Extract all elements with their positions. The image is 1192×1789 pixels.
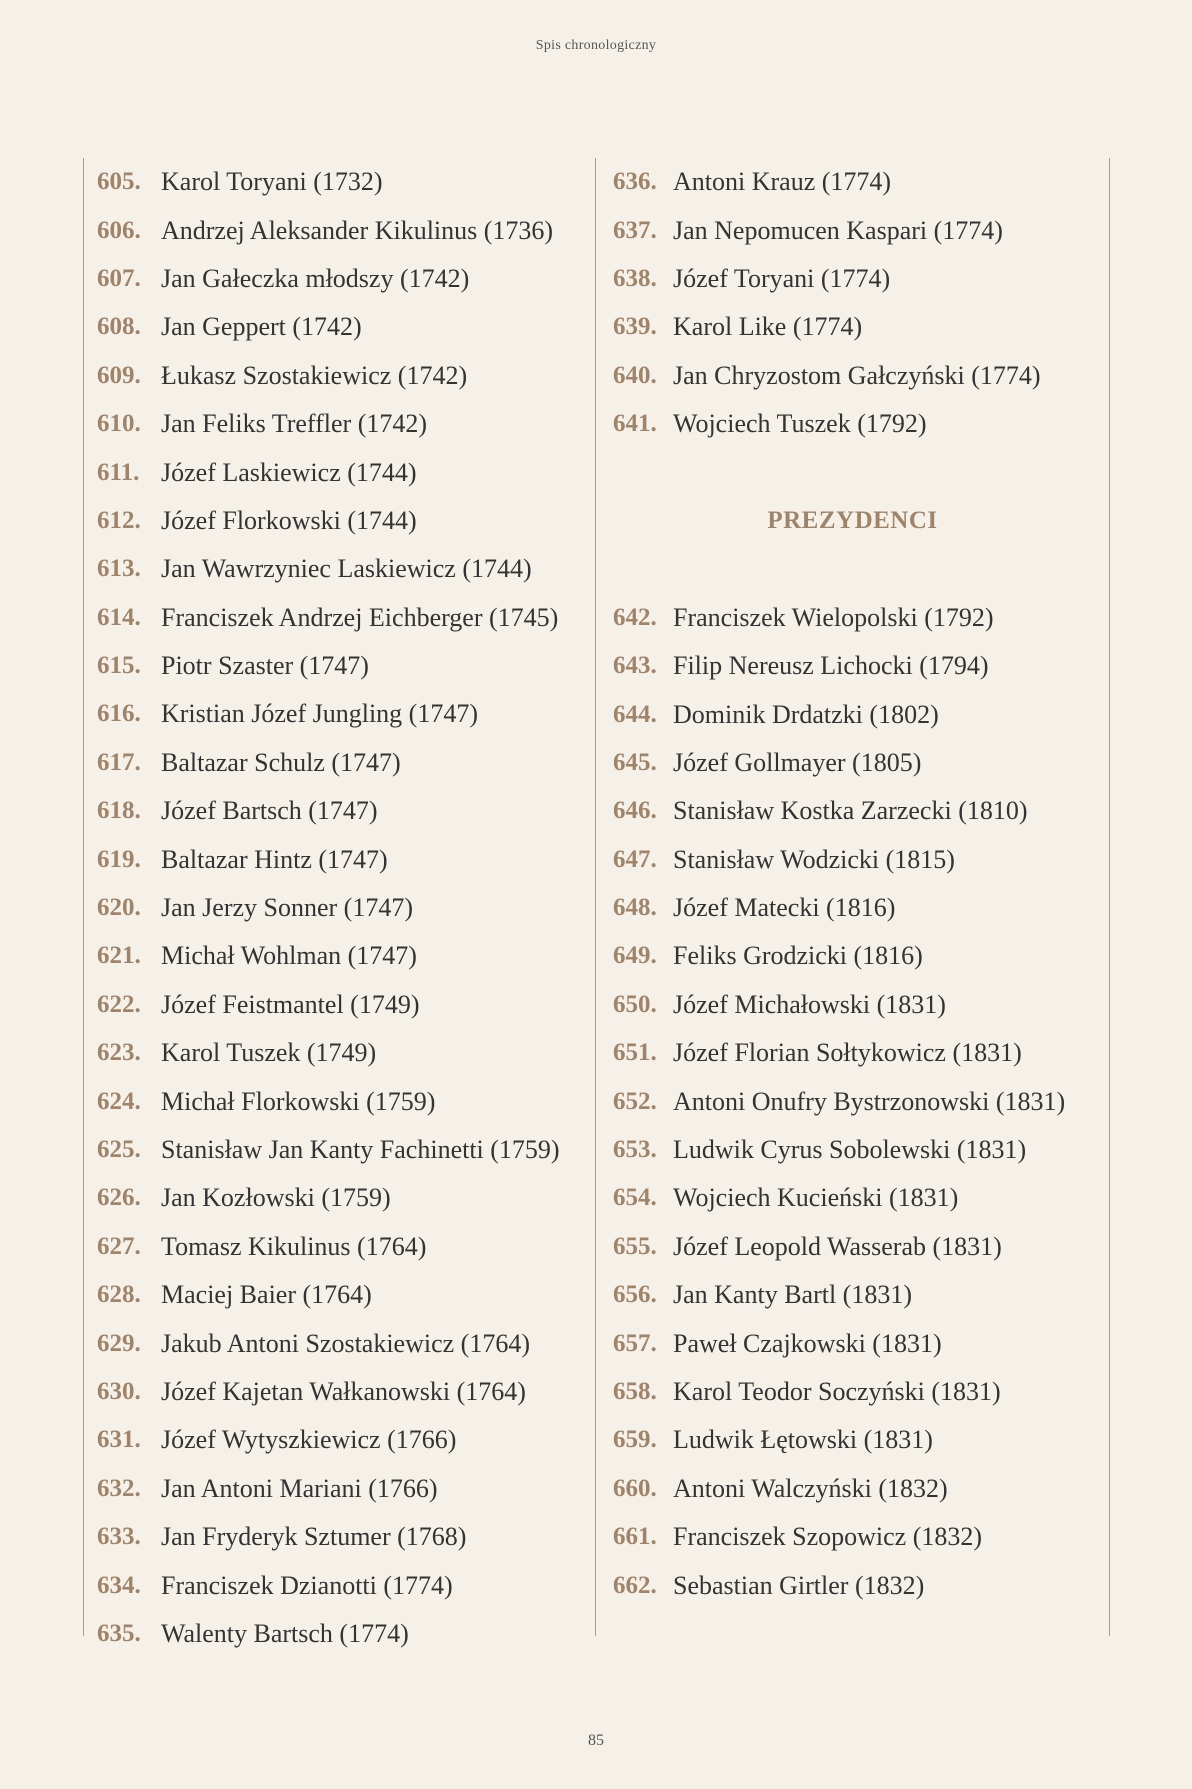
entry-name: Jan Geppert (1742) (161, 312, 362, 342)
entry-number: 661. (613, 1523, 657, 1551)
entry-number: 609. (97, 361, 141, 389)
list-item (596, 400, 1109, 448)
entry-number: 650. (613, 990, 657, 1018)
entry-number: 628. (97, 1281, 141, 1309)
entry-number: 656. (613, 1281, 657, 1309)
entry-number: 629. (97, 1329, 141, 1357)
entry-number: 631. (97, 1426, 141, 1454)
list-item (84, 1271, 594, 1319)
entry-name: Karol Like (1774) (673, 312, 863, 342)
list-item (84, 739, 594, 787)
list-item (596, 1319, 1109, 1367)
entry-name: Jan Wawrzyniec Laskiewicz (1744) (161, 554, 532, 584)
entry-name: Karol Toryani (1732) (161, 167, 383, 197)
entry-name: Józef Gollmayer (1805) (673, 747, 922, 777)
entry-number: 611. (97, 458, 140, 486)
right-column (595, 158, 1110, 1636)
entry-name: Filip Nereusz Lichocki (1794) (673, 651, 989, 681)
list-item (596, 1271, 1109, 1319)
list-item (596, 1126, 1109, 1174)
entry-name: Walenty Bartsch (1774) (161, 1618, 409, 1648)
entry-name: Karol Tuszek (1749) (161, 1038, 377, 1068)
entry-number: 652. (613, 1087, 657, 1115)
entry-number: 618. (97, 797, 141, 825)
entry-number: 633. (97, 1523, 141, 1551)
entry-name: Antoni Onufry Bystrzonowski (1831) (673, 1086, 1066, 1116)
list-item (596, 1223, 1109, 1271)
entry-name: Jan Kanty Bartl (1831) (673, 1280, 913, 1310)
entry-name: Jan Fryderyk Sztumer (1768) (161, 1522, 467, 1552)
entry-name: Józef Florian Sołtykowicz (1831) (673, 1038, 1022, 1068)
entry-name: Kristian Józef Jungling (1747) (161, 699, 479, 729)
entry-name: Baltazar Schulz (1747) (161, 747, 401, 777)
entry-number: 619. (97, 845, 141, 873)
entry-number: 620. (97, 894, 141, 922)
entry-number: 651. (613, 1039, 657, 1067)
entry-name: Baltazar Hintz (1747) (161, 844, 388, 874)
entry-number: 648. (613, 894, 657, 922)
list-item (84, 884, 594, 932)
entry-name: Józef Kajetan Wałkanowski (1764) (161, 1376, 526, 1406)
entry-number: 655. (613, 1232, 657, 1260)
list-item (596, 206, 1109, 254)
entry-name: Jan Kozłowski (1759) (161, 1183, 391, 1213)
entry-number: 607. (97, 264, 141, 292)
entry-number: 640. (613, 361, 657, 389)
entry-number: 613. (97, 555, 141, 583)
list-item (84, 206, 594, 254)
entry-number: 615. (97, 652, 141, 680)
entry-name: Maciej Baier (1764) (161, 1280, 372, 1310)
entry-number: 637. (613, 216, 657, 244)
entry-name: Jan Nepomucen Kaspari (1774) (673, 215, 1003, 245)
entry-number: 610. (97, 410, 141, 438)
entry-number: 645. (613, 748, 657, 776)
list-item (84, 1561, 594, 1609)
entry-number: 654. (613, 1184, 657, 1212)
list-item (84, 255, 594, 303)
entry-number: 635. (97, 1619, 141, 1647)
entry-number: 657. (613, 1329, 657, 1357)
list-item (596, 594, 1109, 642)
entry-name: Feliks Grodzicki (1816) (673, 941, 923, 971)
entry-number: 643. (613, 652, 657, 680)
entry-number: 647. (613, 845, 657, 873)
entry-number: 638. (613, 264, 657, 292)
section-heading: PREZYDENCI (767, 506, 938, 534)
list-item (596, 303, 1109, 351)
list-item (84, 1610, 594, 1658)
entry-name: Jakub Antoni Szostakiewicz (1764) (161, 1328, 530, 1358)
list-item (84, 787, 594, 835)
entry-name: Józef Wytyszkiewicz (1766) (161, 1425, 457, 1455)
list-item (596, 1416, 1109, 1464)
list-item (596, 835, 1109, 883)
list-item (84, 1077, 594, 1125)
list-item (84, 1319, 594, 1367)
running-title: Spis chronologiczny (535, 38, 657, 53)
entry-name: Piotr Szaster (1747) (161, 651, 369, 681)
entry-number: 608. (97, 313, 141, 341)
entry-name: Karol Teodor Soczyński (1831) (673, 1376, 1001, 1406)
list-item (596, 981, 1109, 1029)
entry-number: 641. (613, 410, 657, 438)
list-item (84, 1513, 594, 1561)
list-item (596, 255, 1109, 303)
entry-name: Andrzej Aleksander Kikulinus (1736) (161, 215, 554, 245)
entry-number: 623. (97, 1039, 141, 1067)
entry-number: 642. (613, 603, 657, 631)
list-item (84, 1029, 594, 1077)
entry-name: Michał Wohlman (1747) (161, 941, 417, 971)
entry-name: Jan Antoni Mariani (1766) (161, 1473, 438, 1503)
entry-number: 627. (97, 1232, 141, 1260)
list-item (596, 739, 1109, 787)
list-item (84, 352, 594, 400)
list-item (596, 642, 1109, 690)
list-item (596, 1465, 1109, 1513)
entry-name: Wojciech Tuszek (1792) (673, 409, 927, 439)
list-item (84, 690, 594, 738)
list-item (84, 932, 594, 980)
entry-number: 612. (97, 506, 141, 534)
list-item (84, 158, 594, 206)
list-item (596, 1029, 1109, 1077)
entry-number: 626. (97, 1184, 141, 1212)
entry-name: Paweł Czajkowski (1831) (673, 1328, 942, 1358)
entry-number: 649. (613, 942, 657, 970)
entry-name: Ludwik Łętowski (1831) (673, 1425, 933, 1455)
entry-number: 662. (613, 1571, 657, 1599)
entry-number: 606. (97, 216, 141, 244)
entry-number: 659. (613, 1426, 657, 1454)
entry-name: Jan Jerzy Sonner (1747) (161, 893, 413, 923)
list-item (84, 1223, 594, 1271)
entry-number: 660. (613, 1474, 657, 1502)
list-item (84, 1465, 594, 1513)
entry-name: Józef Florkowski (1744) (161, 505, 417, 535)
entry-number: 634. (97, 1571, 141, 1599)
entry-number: 636. (613, 168, 657, 196)
list-item (84, 1416, 594, 1464)
list-item (596, 1513, 1109, 1561)
entry-name: Jan Gałeczka młodszy (1742) (161, 263, 470, 293)
entry-name: Franciszek Szopowicz (1832) (673, 1522, 983, 1552)
entry-name: Jan Chryzostom Gałczyński (1774) (673, 360, 1041, 390)
list-item (596, 1368, 1109, 1416)
list-item (84, 448, 594, 496)
entry-number: 653. (613, 1136, 657, 1164)
list-item (84, 1368, 594, 1416)
entry-number: 616. (97, 700, 141, 728)
list-item (84, 303, 594, 351)
entry-name: Józef Laskiewicz (1744) (161, 457, 417, 487)
entry-name: Stanisław Jan Kanty Fachinetti (1759) (161, 1135, 560, 1164)
entry-number: 624. (97, 1087, 141, 1115)
entry-name: Józef Bartsch (1747) (161, 796, 378, 826)
entry-name: Franciszek Andrzej Eichberger (1745) (161, 602, 559, 632)
entry-name: Antoni Walczyński (1832) (673, 1473, 948, 1503)
list-item (84, 1126, 594, 1174)
entry-name: Józef Leopold Wasserab (1831) (673, 1231, 1002, 1261)
list-item (596, 1077, 1109, 1125)
entry-name: Sebastian Girtler (1832) (673, 1570, 925, 1600)
list-item (596, 787, 1109, 835)
entry-number: 622. (97, 990, 141, 1018)
list-item (84, 400, 594, 448)
entry-name: Antoni Krauz (1774) (673, 167, 892, 197)
list-item (596, 932, 1109, 980)
list-item (596, 884, 1109, 932)
entry-name: Józef Matecki (1816) (673, 893, 896, 923)
list-item (84, 497, 594, 545)
entry-number: 644. (613, 700, 657, 728)
entry-number: 632. (97, 1474, 141, 1502)
list-item (84, 1174, 594, 1222)
entry-name: Tomasz Kikulinus (1764) (161, 1231, 427, 1261)
list-item (84, 545, 594, 593)
entry-name: Franciszek Wielopolski (1792) (673, 602, 994, 632)
entry-name: Józef Toryani (1774) (673, 263, 891, 293)
entry-name: Jan Feliks Treffler (1742) (161, 409, 428, 439)
entry-name: Michał Florkowski (1759) (161, 1086, 436, 1116)
list-item (84, 594, 594, 642)
entry-name: Stanisław Wodzicki (1815) (673, 844, 955, 874)
entry-number: 646. (613, 797, 657, 825)
entry-number: 605. (97, 168, 141, 196)
entry-name: Józef Michałowski (1831) (673, 989, 946, 1019)
entry-name: Ludwik Cyrus Sobolewski (1831) (673, 1135, 1027, 1165)
left-column (83, 158, 594, 1648)
entry-number: 625. (97, 1136, 141, 1163)
entry-name: Józef Feistmantel (1749) (161, 989, 420, 1019)
entry-number: 614. (97, 603, 141, 631)
list-item (596, 352, 1109, 400)
entry-number: 621. (97, 942, 141, 970)
entry-number: 630. (97, 1377, 141, 1405)
list-item (596, 690, 1109, 738)
list-item (596, 1561, 1109, 1609)
entry-name: Wojciech Kucieński (1831) (673, 1183, 959, 1213)
entry-name: Franciszek Dzianotti (1774) (161, 1570, 453, 1600)
entry-name: Stanisław Kostka Zarzecki (1810) (673, 796, 1028, 826)
entry-number: 658. (613, 1377, 657, 1405)
entry-number: 639. (613, 313, 657, 341)
entry-name: Dominik Drdatzki (1802) (673, 699, 939, 729)
list-item (84, 835, 594, 883)
entry-number: 617. (97, 748, 141, 776)
entry-name: Łukasz Szostakiewicz (1742) (161, 360, 468, 390)
list-item (596, 158, 1109, 206)
list-item (84, 981, 594, 1029)
page-number: 85 (588, 1732, 604, 1749)
list-item (596, 1174, 1109, 1222)
list-item (84, 642, 594, 690)
